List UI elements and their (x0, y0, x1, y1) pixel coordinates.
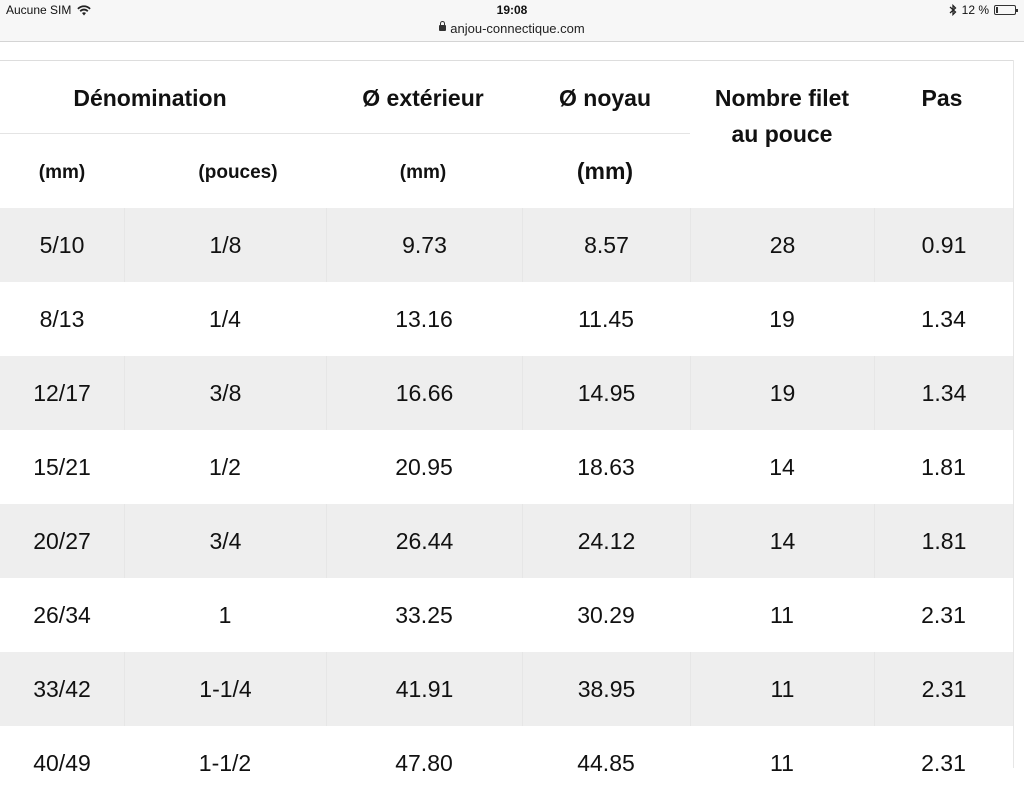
cell-diametre-exterieur: 9.73 (326, 208, 522, 282)
cell-pas: 2.31 (921, 602, 966, 628)
cell-diametre-noyau: 24.12 (522, 504, 690, 578)
battery-percent: 12 % (961, 3, 989, 17)
table-right-border (1013, 60, 1014, 768)
table-row (0, 282, 1013, 356)
cell-pouces: 1/2 (209, 454, 241, 480)
cell-mm: 5/10 (39, 232, 85, 258)
cell-nombre-filet: 11 (770, 750, 794, 776)
table-row (0, 726, 1013, 800)
cell-pas: 1.34 (874, 356, 1013, 430)
cell-pouces: 1-1/4 (124, 652, 326, 726)
cell-diametre-noyau: 14.95 (522, 356, 690, 430)
cell-pouces: 1 (218, 602, 232, 628)
cell-diametre-noyau: 18.63 (577, 454, 635, 480)
cell-pouces: 3/4 (124, 504, 326, 578)
cell-mm: 12/17 (33, 380, 91, 406)
carrier-label: Aucune SIM (6, 3, 72, 17)
table-row (0, 652, 1013, 726)
cell-diametre-noyau: 44.85 (577, 750, 635, 776)
cell-diametre-exterieur: 26.44 (326, 504, 522, 578)
table-row (0, 356, 1013, 430)
cell-nombre-filet: 11 (770, 602, 794, 628)
header-diametre-noyau: Ø noyau (558, 85, 651, 111)
cell-diametre-exterieur: 16.66 (326, 356, 522, 430)
table-top-border (0, 60, 1013, 61)
header-pas: Pas (921, 85, 963, 111)
table-row (0, 504, 1013, 578)
header-denomination: Dénomination (73, 85, 227, 111)
cell-nombre-filet: 14 (690, 504, 874, 578)
cell-mm: 26/34 (33, 602, 91, 628)
cell-mm: 8/13 (39, 306, 85, 332)
address-bar[interactable] (0, 20, 1024, 36)
header-diametre-exterieur: Ø extérieur (362, 85, 484, 111)
cell-pouces: 1-1/2 (198, 750, 252, 776)
subheader-ext-mm: (mm) (399, 162, 447, 183)
header-separator (0, 133, 690, 134)
table-row (0, 208, 1013, 282)
subheader-mm: (mm) (38, 162, 86, 183)
cell-diametre-noyau: 30.29 (577, 602, 635, 628)
cell-diametre-noyau: 8.57 (522, 208, 690, 282)
cell-mm: 33/42 (33, 676, 91, 702)
lock-icon (439, 25, 446, 31)
cell-pouces: 3/8 (124, 356, 326, 430)
cell-diametre-noyau: 38.95 (522, 652, 690, 726)
cell-pas: 2.31 (921, 750, 966, 776)
cell-diametre-noyau: 11.45 (578, 306, 634, 332)
cell-mm: 20/27 (33, 528, 91, 554)
cell-diametre-exterieur: 33.25 (395, 602, 453, 628)
cell-pas: 1.81 (921, 454, 966, 480)
cell-diametre-exterieur: 41.91 (326, 652, 522, 726)
battery-fill (996, 7, 998, 13)
status-right (949, 3, 1016, 17)
url-text: anjou-connectique.com (450, 21, 585, 37)
cell-pas: 0.91 (874, 208, 1013, 282)
battery-icon (994, 5, 1016, 15)
cell-diametre-exterieur: 20.95 (395, 454, 453, 480)
cell-nombre-filet: 19 (690, 356, 874, 430)
cell-pas: 1.81 (874, 504, 1013, 578)
cell-nombre-filet: 28 (690, 208, 874, 282)
cell-pouces: 1/8 (124, 208, 326, 282)
subheader-pouces: (pouces) (198, 162, 278, 183)
bluetooth-icon (949, 4, 957, 16)
cell-pouces: 1/4 (209, 306, 241, 332)
cell-mm: 15/21 (33, 454, 91, 480)
subheader-noyau-mm: (mm) (576, 158, 634, 184)
header-nombre-filet-line2: au pouce (731, 121, 833, 147)
header-nombre-filet-line1: Nombre filet (714, 85, 850, 111)
cell-pas: 1.34 (921, 306, 966, 332)
cell-nombre-filet: 11 (690, 652, 874, 726)
cell-diametre-exterieur: 13.16 (395, 306, 453, 332)
cell-nombre-filet: 19 (769, 306, 795, 332)
table-row (0, 578, 1013, 652)
cell-pas: 2.31 (874, 652, 1013, 726)
clock: 19:08 (496, 3, 528, 17)
cell-mm: 40/49 (33, 750, 91, 776)
cell-nombre-filet: 14 (769, 454, 795, 480)
table-row (0, 430, 1013, 504)
cell-diametre-exterieur: 47.80 (395, 750, 453, 776)
header-nombre-filet (690, 80, 874, 152)
status-bar (0, 0, 1024, 42)
